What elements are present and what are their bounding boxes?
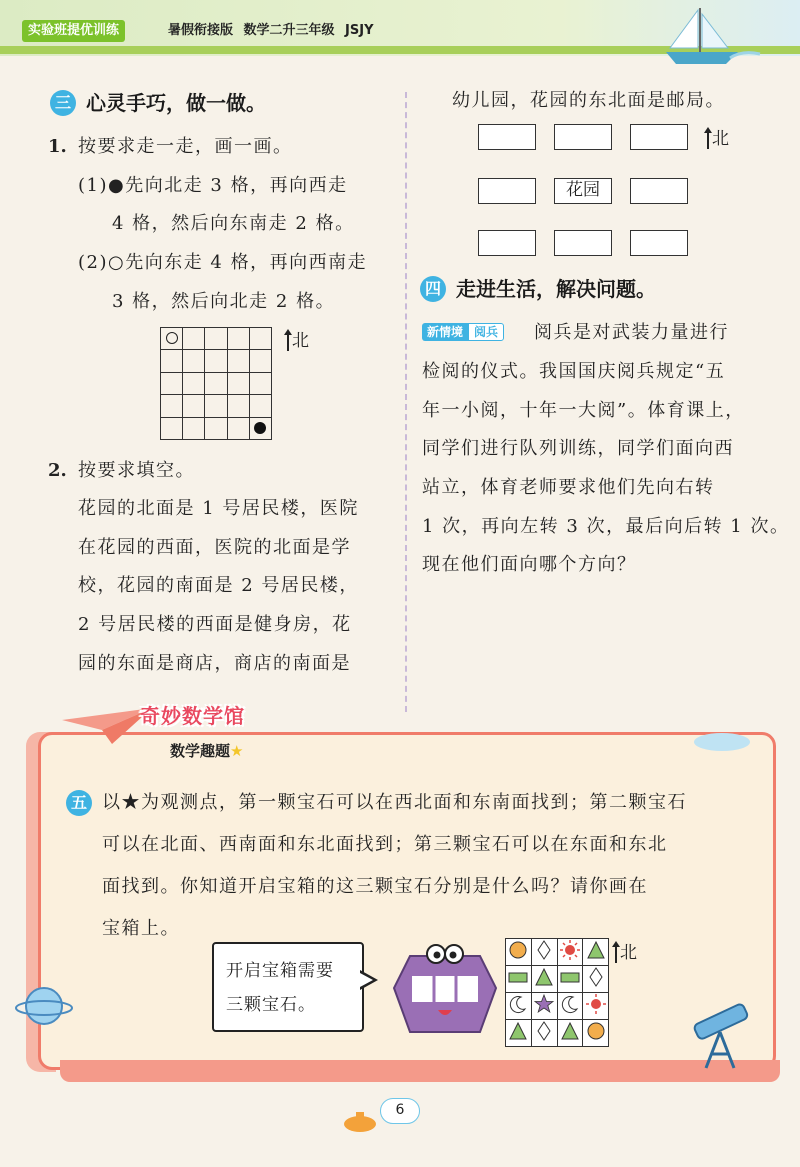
answer-box[interactable] bbox=[478, 230, 536, 256]
section-badge: 五 bbox=[66, 790, 92, 816]
paragraph-line: 校，花园的南面是 2 号居民楼， bbox=[78, 575, 359, 596]
paragraph-line: 现在他们面向哪个方向？ bbox=[422, 554, 637, 575]
gem-cell bbox=[557, 966, 583, 993]
panel-bottom-roll bbox=[60, 1060, 780, 1082]
paragraph-line: 检阅的仪式。我国国庆阅兵规定“五 bbox=[422, 361, 726, 382]
paragraph-line: 园的东面是商店，商店的南面是 bbox=[78, 653, 351, 674]
north-indicator bbox=[284, 326, 309, 351]
north-arrow-icon bbox=[704, 127, 712, 149]
question-number: 2. bbox=[48, 460, 67, 481]
cloud-icon bbox=[690, 728, 754, 752]
section-badge: 四 bbox=[420, 276, 446, 302]
page-header bbox=[0, 0, 800, 72]
sun-gem-icon bbox=[559, 939, 581, 961]
walk-grid bbox=[160, 327, 272, 439]
treasure-chest-icon bbox=[392, 940, 498, 1038]
circle-gem-icon bbox=[585, 1020, 607, 1042]
submarine-icon bbox=[340, 1098, 380, 1138]
gem-cell bbox=[531, 939, 557, 966]
gem-cell bbox=[531, 993, 557, 1020]
grid-cell[interactable] bbox=[161, 395, 183, 417]
north-arrow-icon bbox=[284, 329, 292, 351]
new-context-tag: 新情境 bbox=[422, 323, 468, 341]
section-title: 走进生活，解决问题。 bbox=[456, 277, 656, 301]
sailboat-icon bbox=[660, 6, 770, 70]
feature-title: 奇妙数学馆 bbox=[140, 704, 245, 728]
moon-gem-icon bbox=[507, 993, 529, 1015]
column-divider bbox=[405, 92, 407, 712]
question-stem: 按要求走一走，画一画。 bbox=[78, 136, 293, 157]
garden-box: 花园 bbox=[554, 178, 612, 204]
grid-cell[interactable] bbox=[183, 395, 205, 417]
circle-gem-icon bbox=[507, 939, 529, 961]
gem-cell bbox=[557, 993, 583, 1020]
diamond-gem-icon bbox=[533, 939, 555, 961]
grid-cell[interactable] bbox=[183, 417, 205, 439]
paragraph-line: 宝箱上。 bbox=[102, 918, 180, 939]
telescope-icon bbox=[680, 992, 770, 1072]
question-number: 1. bbox=[48, 136, 67, 157]
paragraph-line: 2 号居民楼的西面是健身房，花 bbox=[78, 614, 352, 635]
rectangle-gem-icon bbox=[559, 966, 581, 988]
gem-cell bbox=[583, 966, 609, 993]
section-title: 心灵手巧，做一做。 bbox=[86, 91, 266, 115]
grid-cell[interactable] bbox=[183, 372, 205, 394]
rectangle-gem-icon bbox=[507, 966, 529, 988]
bubble-line: 开启宝箱需要 bbox=[226, 961, 334, 981]
grid-cell[interactable] bbox=[227, 328, 249, 350]
paragraph-line: 面找到。你知道开启宝箱的这三颗宝石分别是什么吗？请你画在 bbox=[102, 876, 648, 897]
sun-gem-icon bbox=[585, 993, 607, 1015]
grid-cell[interactable] bbox=[205, 395, 227, 417]
page-number: 6 bbox=[380, 1098, 420, 1124]
star-icon: ★ bbox=[230, 742, 244, 760]
gem-grid bbox=[505, 938, 609, 1038]
series-tag: 实验班提优训练 bbox=[22, 20, 125, 42]
north-indicator bbox=[612, 938, 637, 963]
instruction-line: (2)○先向东走 4 格，再向西南走 bbox=[78, 252, 368, 273]
grid-cell[interactable] bbox=[205, 372, 227, 394]
gem-cell bbox=[506, 1020, 532, 1047]
triangle-gem-icon bbox=[585, 939, 607, 961]
answer-box[interactable] bbox=[478, 178, 536, 204]
north-label: 北 bbox=[712, 129, 729, 149]
grid-cell[interactable] bbox=[205, 328, 227, 350]
gem-cell bbox=[531, 1020, 557, 1047]
grid-cell[interactable] bbox=[227, 350, 249, 372]
moon-gem-icon bbox=[559, 993, 581, 1015]
grid-cell[interactable] bbox=[249, 350, 271, 372]
book-title: 暑假衔接版 数学二升三年级 JSJY bbox=[168, 23, 374, 38]
north-label: 北 bbox=[620, 943, 637, 963]
paper-plane-icon bbox=[62, 700, 152, 748]
grid-cell[interactable] bbox=[249, 395, 271, 417]
grid-cell[interactable] bbox=[249, 417, 271, 439]
grid-cell[interactable] bbox=[227, 417, 249, 439]
answer-box[interactable] bbox=[630, 230, 688, 256]
instruction-line: 4 格，然后向东南走 2 格。 bbox=[112, 213, 355, 234]
paragraph-line: 站立，体育老师要求他们先向右转 bbox=[422, 477, 715, 498]
gem-cell bbox=[531, 966, 557, 993]
paragraph-line: 幼儿园，花园的东北面是邮局。 bbox=[452, 90, 725, 111]
triangle-gem-icon bbox=[533, 966, 555, 988]
solid-dot-icon bbox=[254, 422, 266, 434]
north-label: 北 bbox=[292, 331, 309, 351]
grid-cell[interactable] bbox=[227, 395, 249, 417]
gem-cell bbox=[506, 939, 532, 966]
diamond-gem-icon bbox=[533, 1020, 555, 1042]
answer-box[interactable] bbox=[554, 124, 612, 150]
triangle-gem-icon bbox=[559, 1020, 581, 1042]
paragraph-line: 年一小阅，十年一大阅”。体育课上， bbox=[422, 400, 745, 421]
topic-tag: 阅兵 bbox=[468, 323, 504, 341]
grid-cell[interactable] bbox=[227, 372, 249, 394]
answer-box[interactable] bbox=[478, 124, 536, 150]
gem-cell bbox=[506, 993, 532, 1020]
section-badge: 三 bbox=[50, 90, 76, 116]
gem-cell bbox=[583, 1020, 609, 1047]
question-stem: 按要求填空。 bbox=[78, 460, 195, 481]
grid-cell[interactable] bbox=[161, 350, 183, 372]
north-arrow-icon bbox=[612, 941, 620, 963]
gem-cell bbox=[583, 939, 609, 966]
paragraph-line: 以★为观测点，第一颗宝石可以在西北面和东南面找到；第二颗宝石 bbox=[102, 792, 687, 813]
gem-cell bbox=[557, 939, 583, 966]
grid-cell[interactable] bbox=[249, 328, 271, 350]
diamond-gem-icon bbox=[585, 966, 607, 988]
paragraph-line: 花园的北面是 1 号居民楼，医院 bbox=[78, 498, 359, 519]
gem-cell bbox=[557, 1020, 583, 1047]
grid-cell[interactable] bbox=[161, 417, 183, 439]
hollow-dot-icon bbox=[166, 332, 178, 344]
speech-bubble bbox=[212, 942, 364, 1032]
instruction-line: (1)●先向北走 3 格，再向西走 bbox=[78, 175, 348, 196]
answer-box[interactable] bbox=[630, 124, 688, 150]
grid-cell[interactable] bbox=[161, 328, 183, 350]
planet-icon bbox=[14, 976, 74, 1036]
grid-cell[interactable] bbox=[161, 372, 183, 394]
bubble-line: 三颗宝石。 bbox=[226, 995, 316, 1015]
answer-box[interactable] bbox=[554, 230, 612, 256]
grid-cell[interactable] bbox=[205, 417, 227, 439]
gem-cell bbox=[583, 993, 609, 1020]
context-tag bbox=[422, 322, 504, 340]
feature-subtitle bbox=[170, 740, 243, 761]
paragraph-line: 1 次，再向左转 3 次，最后向后转 1 次。 bbox=[422, 516, 790, 537]
paragraph-line: 阅兵是对武装力量进行 bbox=[534, 322, 729, 343]
grid-cell[interactable] bbox=[183, 328, 205, 350]
feature-subtitle-text: 数学趣题 bbox=[170, 742, 231, 760]
triangle-gem-icon bbox=[507, 1020, 529, 1042]
gem-cell bbox=[506, 966, 532, 993]
answer-box[interactable] bbox=[630, 178, 688, 204]
paragraph-line: 同学们进行队列训练，同学们面向西 bbox=[422, 438, 734, 459]
north-indicator bbox=[704, 124, 729, 149]
paragraph-line: 在花园的西面，医院的北面是学 bbox=[78, 537, 351, 558]
paragraph-line: 可以在北面、西南面和东北面找到；第三颗宝石可以在东面和东北 bbox=[102, 834, 668, 855]
grid-cell[interactable] bbox=[249, 372, 271, 394]
star-gem-icon bbox=[533, 993, 555, 1015]
instruction-line: 3 格，然后向北走 2 格。 bbox=[112, 291, 336, 312]
grid-cell[interactable] bbox=[183, 350, 205, 372]
grid-cell[interactable] bbox=[205, 350, 227, 372]
bubble-tail-inner bbox=[360, 973, 373, 987]
